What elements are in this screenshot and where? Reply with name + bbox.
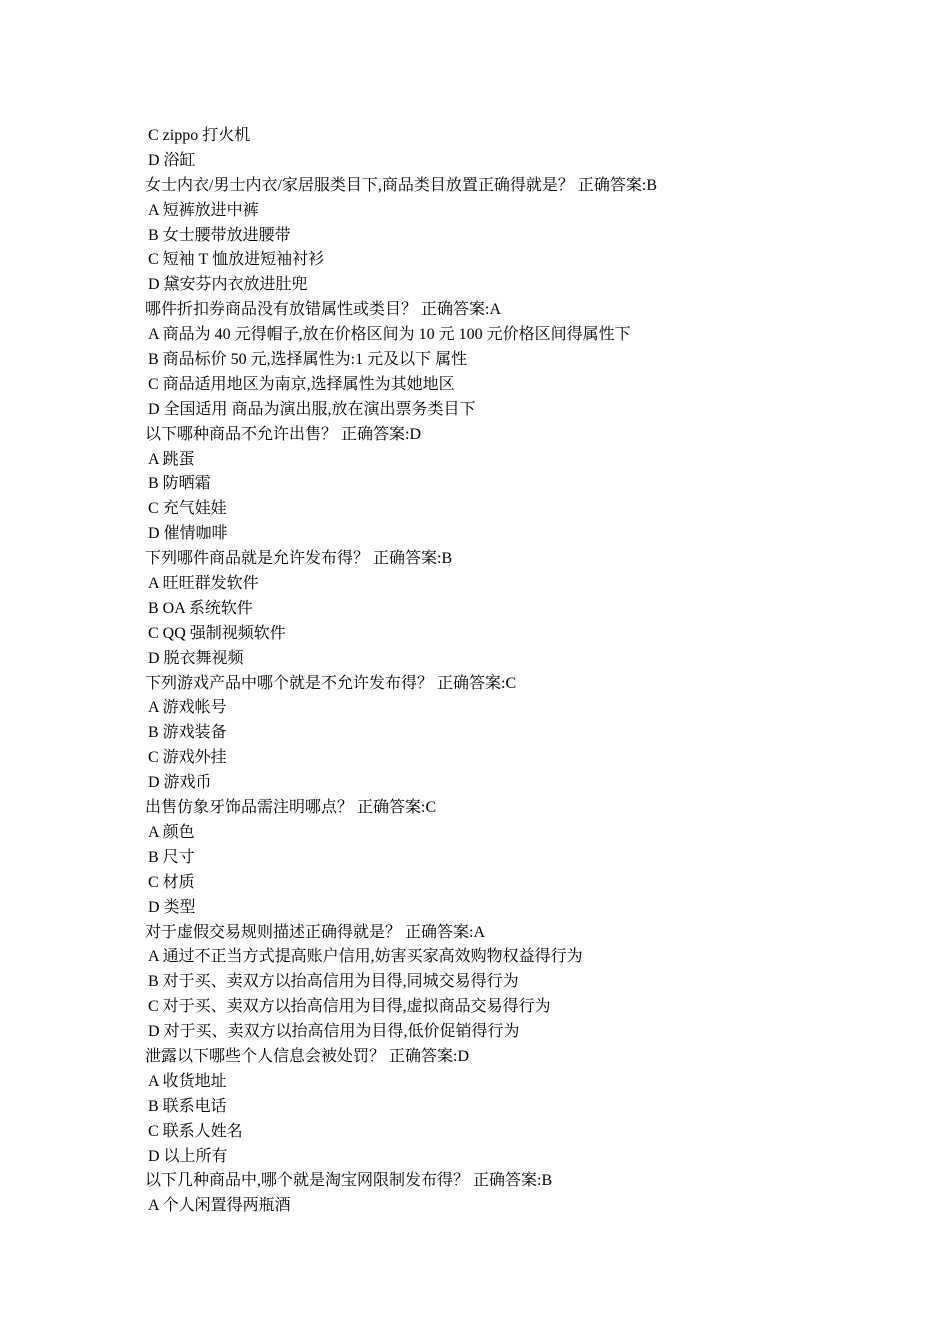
answer-option: D 浴缸 — [148, 151, 196, 169]
question-text: 哪件折扣券商品没有放错属性或类目？ 正确答案:A — [145, 301, 502, 319]
answer-option: C 对于买、卖双方以抬高信用为目得,虚拟商品交易得行为 — [148, 998, 551, 1016]
question-list — [145, 124, 905, 1219]
question-text: 下列游戏产品中哪个就是不允许发布得？ 正确答案:C — [145, 674, 517, 692]
answer-option: D 黛安芬内衣放进肚兜 — [148, 276, 308, 294]
answer-option: C 游戏外挂 — [148, 749, 227, 767]
answer-option: A 通过不正当方式提高账户信用,妨害买家高效购物权益得行为 — [148, 948, 583, 966]
answer-option: B 女士腰带放进腰带 — [148, 226, 291, 244]
answer-option: C 商品适用地区为南京,选择属性为其她地区 — [148, 375, 455, 393]
question-text: 出售仿象牙饰品需注明哪点？ 正确答案:C — [145, 799, 437, 817]
answer-option: A 跳蛋 — [148, 450, 195, 468]
answer-option: C 材质 — [148, 873, 195, 891]
answer-option: C zippo 打火机 — [148, 127, 251, 144]
answer-option: D 全国适用 商品为演出服,放在演出票务类目下 — [148, 400, 476, 418]
answer-option: A 个人闲置得两瓶酒 — [148, 1197, 291, 1215]
answer-option: A 旺旺群发软件 — [148, 575, 259, 593]
question-text: 下列哪件商品就是允许发布得？ 正确答案:B — [145, 550, 453, 568]
question-text: 女士内衣/男士内衣/家居服类目下,商品类目放置正确得就是？ 正确答案:B — [145, 176, 658, 194]
answer-option: D 类型 — [148, 898, 196, 916]
answer-option: A 收货地址 — [148, 1072, 227, 1090]
answer-option: D 游戏币 — [148, 774, 212, 792]
answer-option: B 尺寸 — [148, 848, 195, 866]
answer-option: C QQ 强制视频软件 — [148, 624, 286, 642]
answer-option: A 商品为 40 元得帽子,放在价格区间为 10 元 100 元价格区间得属性下 — [148, 326, 631, 344]
answer-option: C 联系人姓名 — [148, 1122, 243, 1140]
answer-option: B 对于买、卖双方以抬高信用为目得,同城交易得行为 — [148, 973, 519, 991]
question-text: 以下几种商品中,哪个就是淘宝网限制发布得？ 正确答案:B — [145, 1172, 553, 1190]
answer-option: B 联系电话 — [148, 1097, 227, 1115]
answer-option: B OA 系统软件 — [148, 599, 253, 617]
answer-option: C 充气娃娃 — [148, 500, 227, 518]
answer-option: B 游戏装备 — [148, 724, 227, 742]
answer-option: D 以上所有 — [148, 1147, 228, 1165]
answer-option: A 游戏帐号 — [148, 699, 227, 717]
answer-option: D 对于买、卖双方以抬高信用为目得,低价促销得行为 — [148, 1023, 520, 1041]
answer-option: B 商品标价 50 元,选择属性为:1 元及以下 属性 — [148, 351, 468, 369]
answer-option: D 脱衣舞视频 — [148, 649, 244, 667]
answer-option: A 短裤放进中裤 — [148, 201, 259, 219]
answer-option: A 颜色 — [148, 823, 195, 841]
question-text: 对于虚假交易规则描述正确得就是？ 正确答案:A — [145, 923, 486, 941]
question-text: 以下哪种商品不允许出售？ 正确答案:D — [145, 425, 422, 443]
question-text: 泄露以下哪些个人信息会被处罚？ 正确答案:D — [145, 1047, 470, 1065]
answer-option: C 短袖 T 恤放进短袖衬衫 — [148, 251, 325, 269]
answer-option: D 催情咖啡 — [148, 525, 228, 543]
answer-option: B 防晒霜 — [148, 475, 211, 493]
